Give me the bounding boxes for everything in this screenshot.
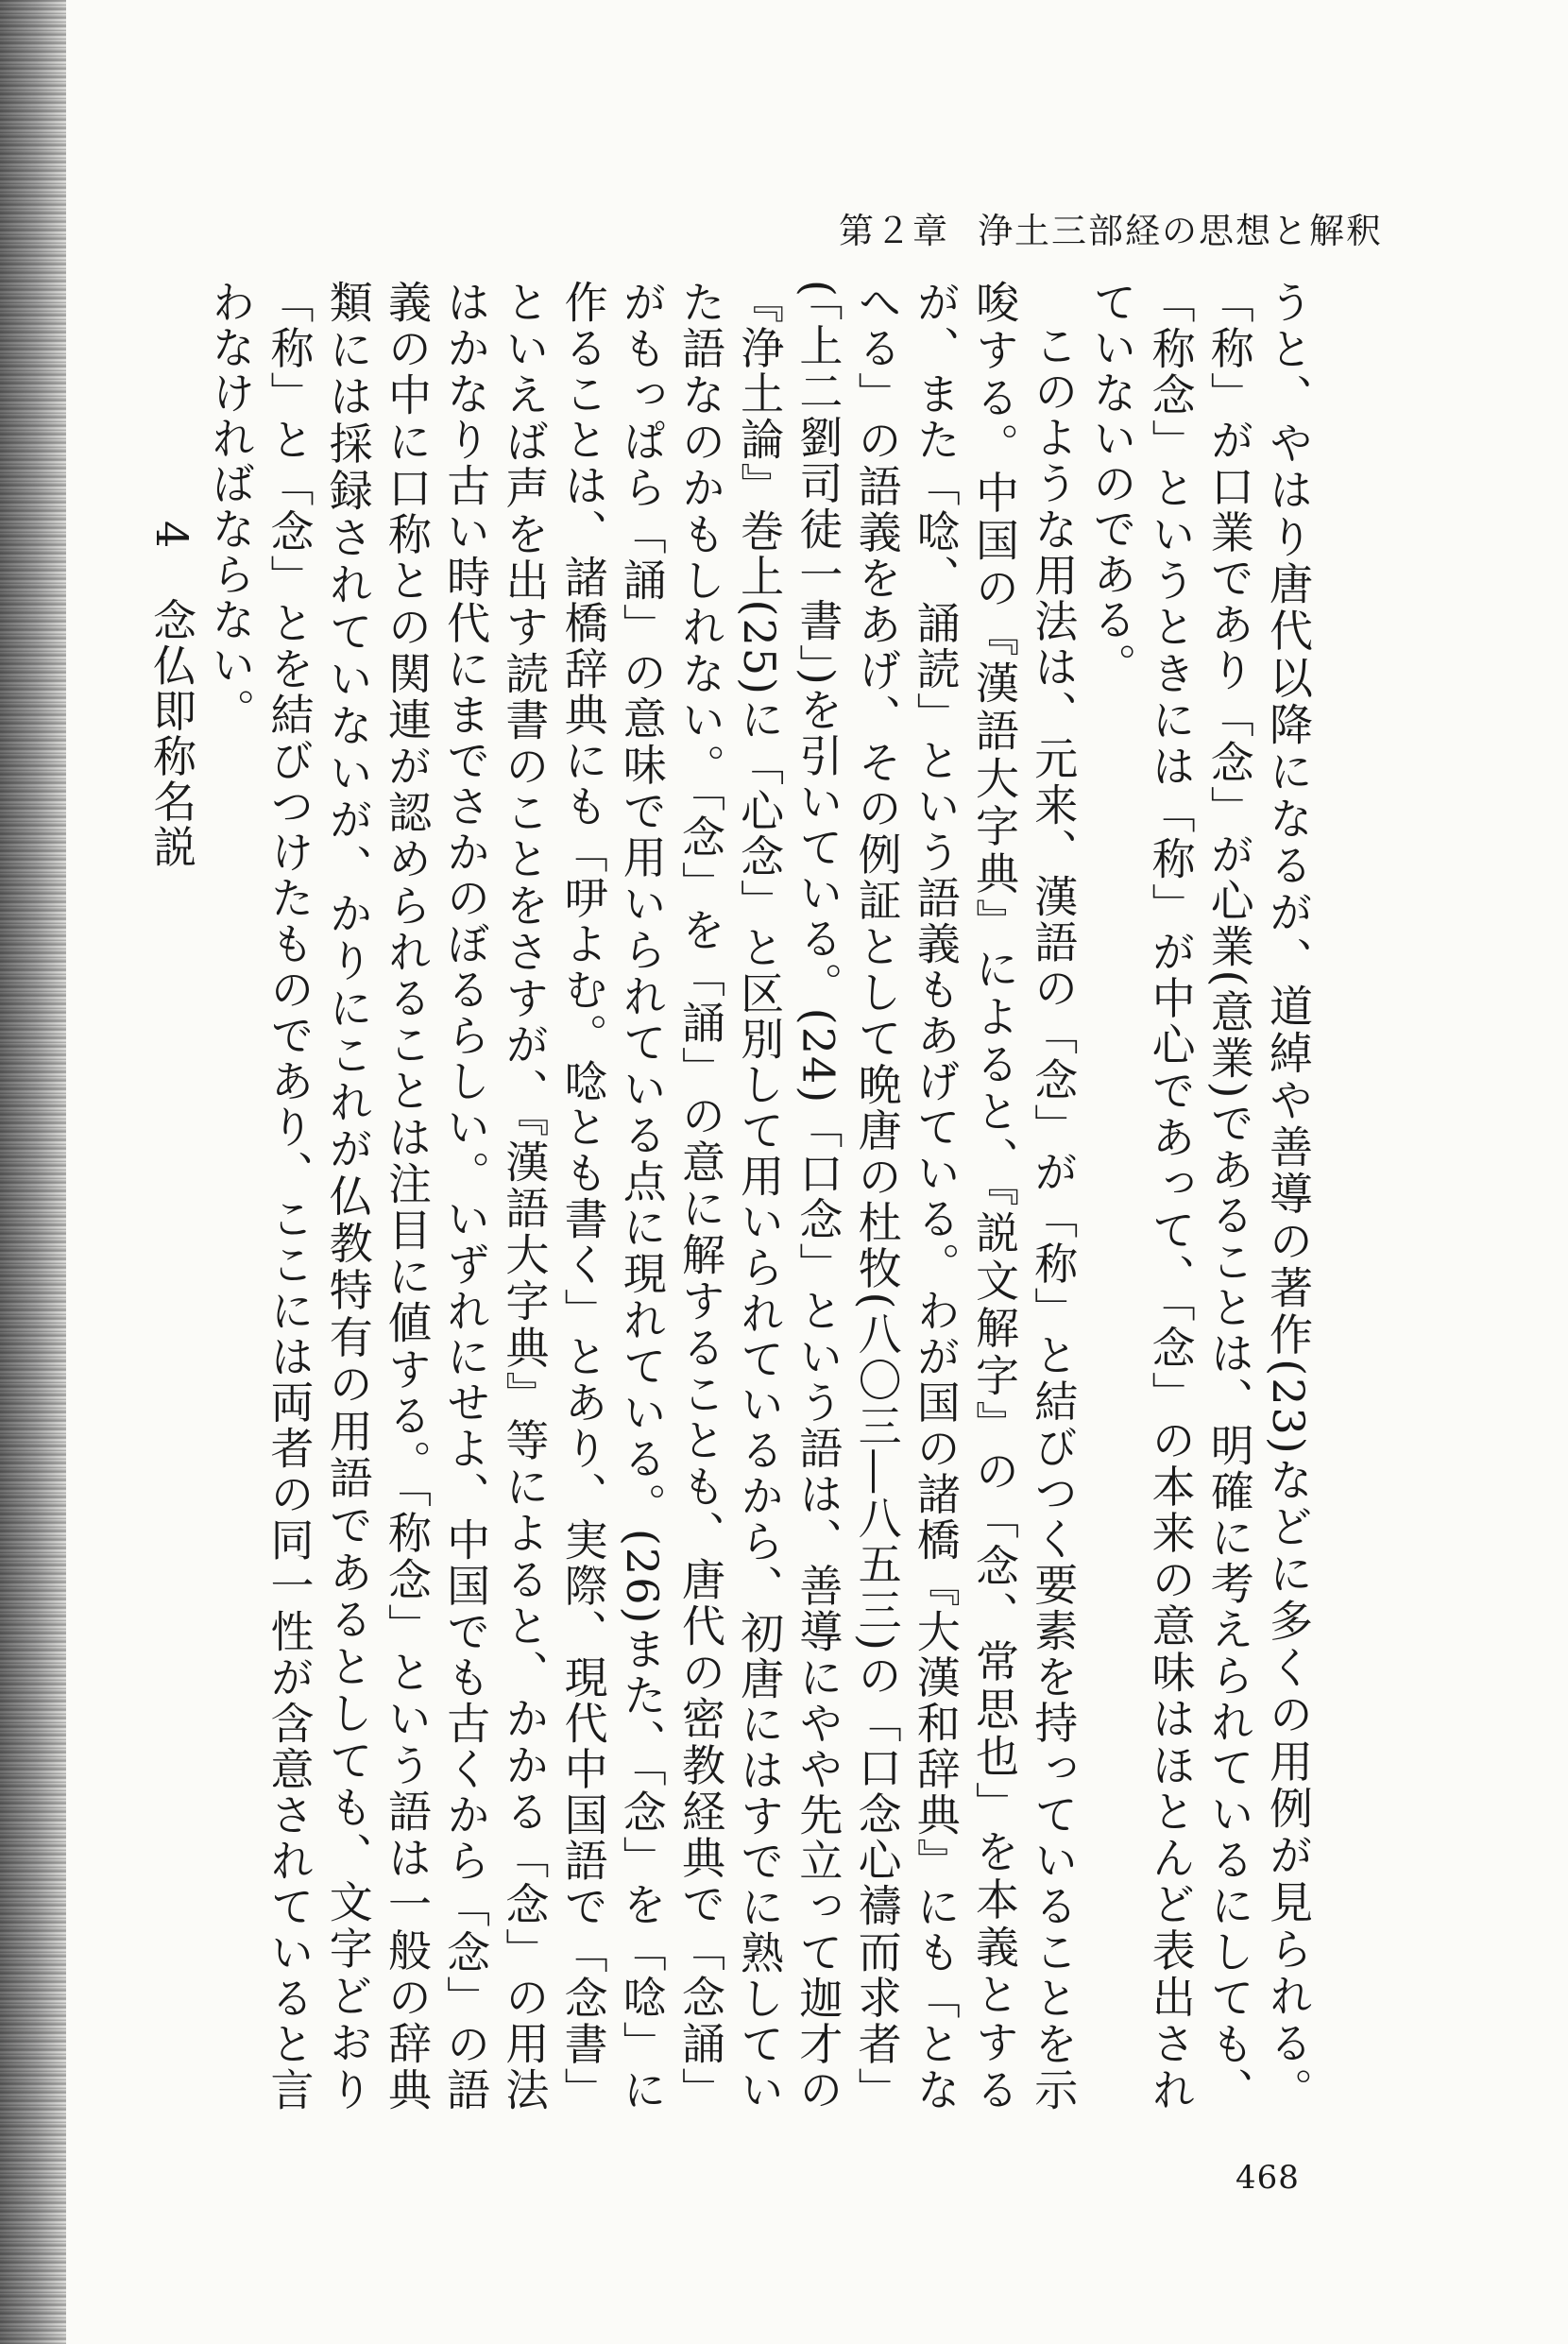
- chapter-title: 浄土三部経の思想と解釈: [978, 211, 1383, 251]
- section-heading: [0, 280, 201, 2113]
- section-title: 念仏即称名説: [146, 597, 198, 870]
- running-header: [839, 202, 1383, 251]
- section-number: 4: [146, 521, 198, 551]
- paragraph-continued: うと、やはり唐代以降になるが、道綽や善導の著作(23)などに多くの用例が見られる。「称」が口業であり「念」が心業(意業)であることは、明確に考えられているにしても、「称念」というときには「称」が中心であって、「念」の本来の意味はほとんど表出されていないのである。: [1086, 280, 1314, 2113]
- page-number: 468: [1236, 2159, 1300, 2197]
- paragraph: このような用法は、元来、漢語の「念」が「称」と結びつく要素を持っていることを示唆する。中国の『漢語大字典』によると、『説文解字』の「念、常思也」を本義とするが、また「唸、誦読」という語義もあげている。わが国の諸橋『大漢和辞典』にも「となへる」の語義をあげ、その例証として晩唐の杜牧(八〇三―八五三)の「口念心禱而求者」(「上二劉司徒一書」)を引いている。(24)「口念」という語は、善導にやや先立って迦才の『浄土論』巻上(25)に「心念」と区別して用いられているから、初唐にはすでに熟していた語なのかもしれない。「念」を「誦」の意に解することも、唐代の密教経典で「念誦」がもっぱら「誦」の意味で用いられている点に現れている。(26)また、「念」を「唸」に作ることは、諸橋辞典にも「吚よむ。唸とも書く」とあり、実際、現代中国語で「念書」といえば声を出す読書のことをさすが、『漢語大字典』等によると、かかる「念」の用法はかなり古い時代にまでさかのぼるらしい。いずれにせよ、中国でも古くから「念」の語義の中に口称との関連が認められることは注目に値する。「称念」という語は一般の辞典類には採録されていないが、かりにこれが仏教特有の用語であるとしても、文字どおり「称」と「念」とを結びつけたものであり、ここには両者の同一性が含意されていると言わなければならない。: [205, 280, 1080, 2113]
- vertical-text-body: [113, 280, 1318, 2113]
- chapter-number: 第２章: [839, 211, 949, 251]
